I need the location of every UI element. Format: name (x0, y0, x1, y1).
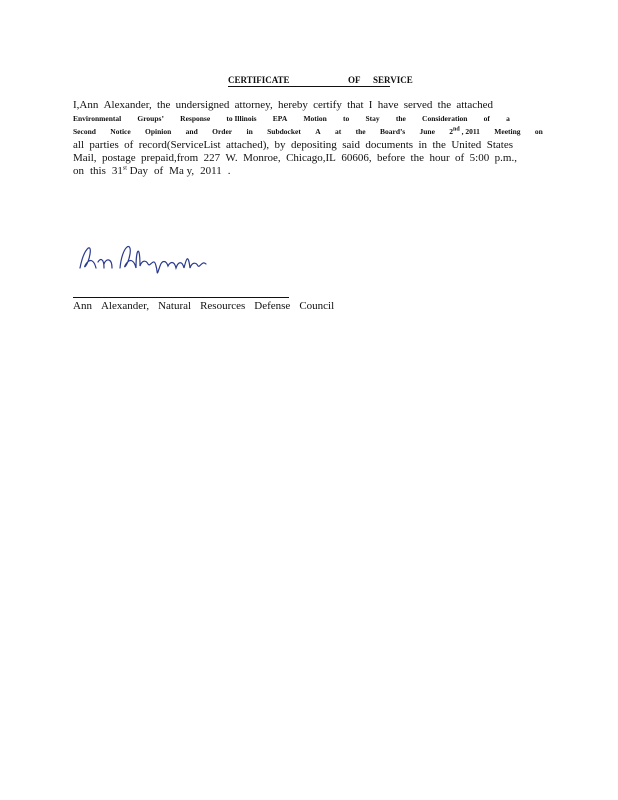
body-word: Groups’ (137, 114, 164, 124)
body-word: W. (225, 151, 238, 164)
body-line-5 (73, 152, 517, 165)
body-word: a (506, 114, 510, 124)
signatory-name-word: Alexander, (100, 300, 150, 312)
body-word: attached (456, 99, 493, 111)
body-word: 2011 (200, 164, 222, 177)
body-word: I,Ann (73, 99, 99, 111)
handwritten-signature (76, 238, 216, 278)
title-word-certificate: CERTIFICATE (228, 75, 290, 85)
body-word: on (73, 164, 84, 177)
body-word: attorney, (234, 99, 273, 111)
body-word: A (315, 127, 321, 137)
body-word: before (377, 151, 406, 164)
body-word: Meeting (494, 127, 521, 137)
body-word: Order (212, 127, 233, 137)
body-word: the (410, 151, 424, 164)
body-word: United (451, 138, 482, 151)
body-word: I (368, 99, 373, 111)
body-word: hour (429, 151, 450, 164)
body-word: 31st Day (111, 164, 148, 177)
body-word: in (246, 127, 253, 137)
body-word: EPA (272, 114, 288, 124)
body-word: undersigned (175, 99, 230, 111)
body-word: parties (89, 138, 119, 151)
signatory-name-word: Ann (73, 300, 92, 312)
body-word: Motion (303, 114, 327, 124)
body-word: Opinion (145, 127, 172, 137)
body-line-3 (73, 125, 543, 138)
signatory-name-word: Council (299, 300, 335, 312)
body-word: to Illinois (226, 114, 257, 124)
signature-line (73, 297, 289, 298)
title-word-of: OF (348, 75, 361, 85)
body-word: depositing (290, 138, 337, 151)
body-word: the (395, 114, 406, 124)
body-word: Mail, (73, 151, 97, 164)
body-word: Second (73, 127, 96, 137)
body-word: hereby (277, 99, 308, 111)
body-word: of (124, 138, 134, 151)
body-line-6 (73, 165, 543, 178)
certificate-body (73, 99, 543, 178)
body-word: in (418, 138, 428, 151)
signatory-name (73, 300, 334, 312)
body-word: p.m., (494, 151, 517, 164)
body-word: States (486, 138, 513, 151)
body-word: Subdocket (267, 127, 301, 137)
body-word: on (534, 127, 543, 137)
body-word: this (90, 164, 106, 177)
body-word: Notice (110, 127, 131, 137)
document-title (228, 75, 413, 87)
body-word: the (432, 138, 446, 151)
body-word: Ma y, (169, 164, 195, 177)
body-word: of (455, 151, 465, 164)
body-word: have (377, 99, 399, 111)
body-word: all (73, 138, 84, 151)
signatory-name-word: Resources (200, 300, 246, 312)
body-word: Board’s (379, 127, 406, 137)
body-word: Monroe, (243, 151, 281, 164)
body-word: the (437, 99, 452, 111)
body-word: Environmental (73, 114, 122, 124)
title-word-service: SERVICE (373, 75, 413, 85)
body-word: said (342, 138, 360, 151)
body-word: 227 (203, 151, 221, 164)
body-word: Response (180, 114, 211, 124)
body-word: Chicago,IL (286, 151, 336, 164)
body-word: 60606, (341, 151, 372, 164)
body-word: of (154, 164, 164, 177)
body-word: postage (101, 151, 136, 164)
body-word: 5:00 (469, 151, 490, 164)
body-line-1 (73, 99, 493, 112)
body-word: the (156, 99, 171, 111)
body-word: certify (313, 99, 342, 111)
body-line-4 (73, 139, 513, 152)
body-word: attached), (226, 138, 270, 151)
body-word: Alexander, (103, 99, 152, 111)
body-word: record(ServiceList (138, 138, 221, 151)
body-word: 2nd , 2011 (449, 126, 480, 137)
body-word: Stay (365, 114, 380, 124)
body-word: the (355, 127, 366, 137)
body-word: by (274, 138, 286, 151)
signatory-name-word: Defense (254, 300, 291, 312)
signatory-name-word: Natural (158, 300, 192, 312)
body-word: and (185, 127, 198, 137)
body-word: that (347, 99, 364, 111)
body-word: . (227, 164, 231, 177)
body-word: documents (365, 138, 414, 151)
body-word: June (419, 127, 435, 137)
body-word: of (483, 114, 490, 124)
body-word: at (335, 127, 342, 137)
body-word: prepaid,from (141, 151, 199, 164)
body-word: served (403, 99, 433, 111)
body-word: to (343, 114, 350, 124)
body-line-2 (73, 112, 510, 125)
body-word: Consideration (422, 114, 468, 124)
